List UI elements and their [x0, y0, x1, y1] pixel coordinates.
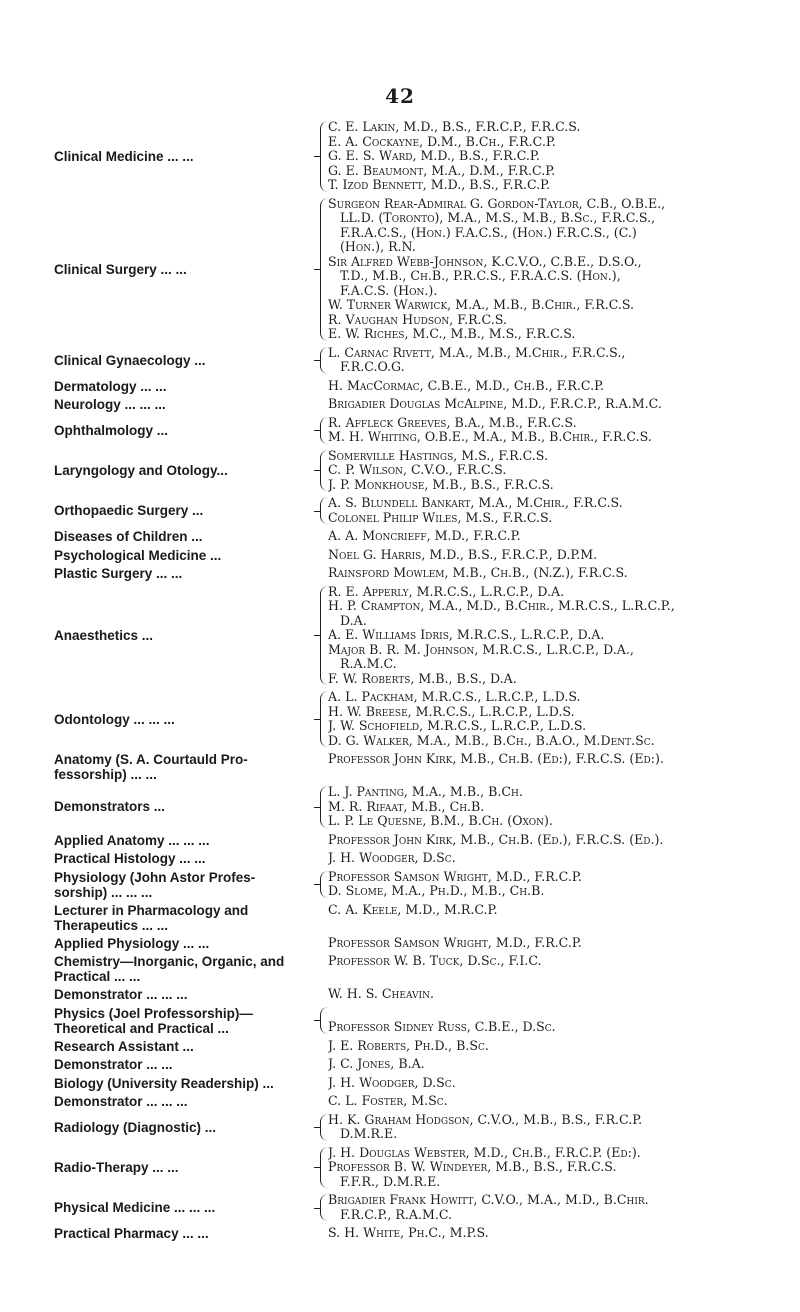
department-title-line: Demonstrator ... ... — [54, 1057, 173, 1072]
staff-name-line: L. J. Panting, M.A., M.B., B.Ch. — [328, 785, 523, 799]
staff-entry — [0, 954, 800, 983]
department-title — [54, 954, 322, 984]
staff-name-line: J. P. Monkhouse, M.B., B.S., F.R.C.S. — [328, 476, 554, 492]
department-title — [54, 149, 322, 164]
staff-names — [328, 1006, 794, 1035]
staff-name-line: Rainsford Mowlem, M.B., Ch.B., (N.Z.), F.R.C.S. — [328, 566, 628, 580]
staff-name-line: Professor B. W. Windeyer, M.B., B.S., F.R.C.S. — [328, 1159, 617, 1174]
department-title — [54, 423, 322, 438]
department-title-line: Applied Physiology ... ... — [54, 935, 210, 951]
department-title-line: Theoretical and Practical ... — [54, 1020, 229, 1036]
staff-name-line: D. Slome, M.A., Ph.D., M.B., Ch.B. — [328, 883, 545, 898]
staff-name-line: F.F.R., D.M.R.E. — [340, 1173, 441, 1189]
department-title-line: Ophthalmology ... — [54, 422, 168, 438]
staff-entry — [0, 752, 800, 781]
department-title-line: sorship) ... ... ... — [54, 884, 153, 900]
staff-entry — [0, 416, 800, 445]
staff-names — [328, 833, 794, 848]
department-title — [54, 379, 322, 394]
staff-entry — [0, 1039, 800, 1054]
staff-name-line: H. K. Graham Hodgson, C.V.O., M.B., B.S., F.R.C.P. — [328, 1112, 643, 1127]
department-title — [54, 529, 322, 544]
staff-name-line: R. Affleck Greeves, B.A., M.B., F.R.C.S. — [328, 415, 577, 430]
department-title — [54, 353, 322, 368]
staff-names — [328, 566, 794, 581]
staff-names — [328, 416, 794, 445]
department-title — [54, 463, 322, 478]
staff-entry — [0, 1146, 800, 1190]
department-title-line: Anatomy (S. A. Courtauld Pro- — [54, 752, 248, 767]
department-title — [54, 397, 322, 412]
department-title-line: Neurology ... ... ... — [54, 397, 166, 412]
staff-entry — [0, 851, 800, 866]
staff-names — [328, 690, 794, 748]
department-title-line: Demonstrator ... ... ... — [54, 987, 188, 1002]
staff-entry — [0, 496, 800, 525]
staff-entry — [0, 1193, 800, 1222]
department-title — [54, 1160, 322, 1175]
department-title — [54, 1094, 322, 1109]
department-title-line: Orthopaedic Surgery ... — [54, 503, 204, 518]
staff-entry — [0, 690, 800, 748]
staff-names — [328, 1076, 794, 1091]
staff-entry — [0, 1076, 800, 1091]
staff-names — [328, 585, 794, 687]
department-title — [54, 628, 322, 643]
department-title — [54, 1039, 322, 1054]
department-title — [54, 833, 322, 848]
staff-names — [328, 449, 794, 493]
staff-name-line: Brigadier Frank Howitt, C.V.O., M.A., M.D., B.Chir. — [328, 1193, 649, 1207]
staff-name-line: L. Carnac Rivett, M.A., M.B., M.Chir., F.R.C.S., — [328, 345, 626, 360]
staff-name-line: F.R.C.O.G. — [340, 359, 405, 374]
staff-name-line: E. A. Cockayne, D.M., B.Ch., F.R.C.P. — [328, 133, 556, 149]
staff-name-line: A. S. Blundell Bankart, M.A., M.Chir., F.R.C.S. — [328, 496, 623, 510]
department-title-line: Research Assistant ... — [54, 1038, 194, 1054]
staff-names — [328, 1226, 794, 1241]
department-title-line: fessorship) ... ... — [54, 767, 157, 782]
staff-entry — [0, 548, 800, 563]
staff-name-line: F.R.A.C.S., (Hon.) F.A.C.S., (Hon.) F.R.C.S., (C.) — [340, 224, 637, 240]
staff-name-line: F. W. Roberts, M.B., B.S., D.A. — [328, 670, 517, 686]
staff-names — [328, 785, 794, 829]
department-title — [54, 1076, 322, 1091]
staff-entry — [0, 1006, 800, 1035]
department-title-line: Physical Medicine ... ... ... — [54, 1200, 216, 1215]
staff-name-line: Professor Sidney Russ, C.B.E., D.Sc. — [328, 1019, 556, 1034]
staff-names — [328, 936, 794, 951]
staff-name-line: H. MacCormac, C.B.E., M.D., Ch.B., F.R.C.P. — [328, 378, 605, 393]
department-title-line: Practical ... ... — [54, 969, 141, 984]
staff-name-line: Professor John Kirk, M.B., Ch.B. (Ed:), F.R.C.S. (Ed:). — [328, 752, 664, 766]
staff-entry — [0, 1094, 800, 1109]
staff-name-line: J. E. Roberts, Ph.D., B.Sc. — [328, 1038, 489, 1053]
department-title-line: Radiology (Diagnostic) ... — [54, 1119, 217, 1135]
staff-names — [328, 870, 794, 899]
staff-entry — [0, 585, 800, 687]
department-title — [54, 799, 322, 814]
staff-entry — [0, 785, 800, 829]
staff-name-line: A. E. Williams Idris, M.R.C.S., L.R.C.P., D.A. — [328, 627, 605, 642]
staff-name-line: S. H. White, Ph.C., M.P.S. — [328, 1226, 489, 1240]
staff-name-line: J. C. Jones, B.A. — [328, 1057, 425, 1071]
staff-entry — [0, 529, 800, 544]
staff-names — [328, 496, 794, 525]
staff-name-line: Professor Samson Wright, M.D., F.R.C.P. — [328, 869, 582, 884]
department-title-line: Dermatology ... ... — [54, 378, 167, 394]
staff-names — [328, 197, 794, 342]
staff-names — [328, 529, 794, 544]
staff-names — [328, 1094, 794, 1109]
staff-names — [328, 1039, 794, 1054]
staff-name-line: J. H. Woodger, D.Sc. — [328, 851, 456, 865]
department-title — [54, 851, 322, 866]
staff-names — [328, 1193, 794, 1222]
staff-entry — [0, 397, 800, 412]
staff-name-line: Somerville Hastings, M.S., F.R.C.S. — [328, 448, 548, 463]
staff-name-line: R.A.M.C. — [340, 656, 397, 671]
staff-name-line: H. P. Crampton, M.A., M.D., B.Chir., M.R.C.S., L.R.C.P., — [328, 598, 675, 613]
staff-name-line: G. E. S. Ward, M.D., B.S., F.R.C.P. — [328, 148, 540, 163]
staff-name-line: H. W. Breese, M.R.C.S., L.R.C.P., L.D.S. — [328, 703, 575, 719]
staff-name-line: J. W. Schofield, M.R.C.S., L.R.C.P., L.D.S. — [328, 718, 587, 733]
staff-name-line: A. A. Moncrieff, M.D., F.R.C.P. — [328, 529, 521, 543]
staff-entry — [0, 120, 800, 193]
department-title-line: Lecturer in Pharmacology and — [54, 902, 249, 918]
department-title-line: Odontology ... ... ... — [54, 711, 175, 727]
staff-name-line: Professor John Kirk, M.B., Ch.B. (Ed.), F.R.C.S. (Ed.). — [328, 832, 664, 847]
department-title-line: Laryngology and Otology... — [54, 462, 228, 478]
staff-names — [328, 120, 794, 193]
department-title — [54, 936, 322, 951]
staff-name-line: Noel G. Harris, M.D., B.S., F.R.C.P., D.P.M. — [328, 547, 598, 562]
department-title-line: Applied Anatomy ... ... ... — [54, 832, 210, 848]
department-title-line: Demonstrators ... — [54, 799, 166, 815]
staff-names — [328, 548, 794, 563]
department-title — [54, 1057, 322, 1072]
staff-name-line: J. H. Woodger, D.Sc. — [328, 1075, 456, 1090]
staff-name-line: Professor Samson Wright, M.D., F.R.C.P. — [328, 935, 582, 950]
staff-name-line: Professor W. B. Tuck, D.Sc., F.I.C. — [328, 954, 542, 968]
staff-entry — [0, 449, 800, 493]
staff-names — [328, 851, 794, 866]
staff-name-line: Surgeon Rear-Admiral G. Gordon-Taylor, C.B., O.B.E., — [328, 196, 666, 211]
staff-name-line: D. G. Walker, M.A., M.B., B.Ch., B.A.O., M.Dent.Sc. — [328, 732, 655, 748]
department-title-line: Psychological Medicine ... — [54, 547, 222, 563]
department-title — [54, 712, 322, 727]
staff-names — [328, 397, 794, 412]
staff-name-line: Sir Alfred Webb-Johnson, K.C.V.O., C.B.E., D.S.O., — [328, 253, 642, 269]
page-number: 42 — [385, 84, 415, 108]
staff-names — [328, 752, 794, 767]
staff-names — [328, 379, 794, 394]
staff-entry — [0, 346, 800, 375]
staff-name-line: F.R.C.P., R.A.M.C. — [340, 1206, 453, 1222]
department-title-line: Practical Histology ... ... — [54, 851, 206, 866]
department-title-line: Demonstrator ... ... ... — [54, 1094, 188, 1109]
staff-entry — [0, 870, 800, 899]
staff-name-line: F.A.C.S. (Hon.). — [340, 282, 438, 298]
department-title — [54, 1120, 322, 1135]
staff-entry — [0, 936, 800, 951]
staff-name-line: C. L. Foster, M.Sc. — [328, 1094, 448, 1108]
staff-name-line: LL.D. (Toronto), M.A., M.S., M.B., B.Sc., F.R.C.S., — [340, 210, 656, 225]
staff-name-line: R. Vaughan Hudson, F.R.C.S. — [328, 311, 507, 327]
department-title-line: Biology (University Readership) ... — [54, 1075, 274, 1091]
department-title — [54, 752, 322, 782]
department-title — [54, 548, 322, 563]
staff-entry — [0, 833, 800, 848]
staff-names — [328, 1146, 794, 1190]
staff-name-line: C. P. Wilson, C.V.O., F.R.C.S. — [328, 462, 507, 477]
department-title — [54, 987, 322, 1002]
staff-names — [328, 987, 794, 1002]
staff-name-line: Brigadier Douglas McAlpine, M.D., F.R.C.P., R.A.M.C. — [328, 397, 662, 411]
staff-name-line — [328, 1006, 794, 1021]
department-title — [54, 1200, 322, 1215]
staff-entry — [0, 379, 800, 394]
staff-name-line: J. H. Douglas Webster, M.D., Ch.B., F.R.C.P. (Ed:). — [328, 1145, 641, 1160]
staff-name-line: M. H. Whiting, O.B.E., M.A., M.B., B.Chir., F.R.C.S. — [328, 429, 652, 444]
staff-name-line: C. E. Lakin, M.D., B.S., F.R.C.P., F.R.C.S. — [328, 120, 581, 134]
staff-name-line: R. E. Apperly, M.R.C.S., L.R.C.P., D.A. — [328, 584, 565, 599]
department-title — [54, 566, 322, 581]
staff-names — [328, 903, 794, 918]
staff-name-line: T.D., M.B., Ch.B., P.R.C.S., F.R.A.C.S. (Hon.), — [340, 268, 621, 283]
department-title-line: Clinical Surgery ... ... — [54, 261, 187, 277]
staff-name-line: A. L. Packham, M.R.C.S., L.R.C.P., L.D.S. — [328, 690, 581, 704]
department-title-line: Clinical Medicine ... ... — [54, 148, 194, 164]
department-title-line: Physiology (John Astor Profes- — [54, 869, 256, 885]
department-title-line: Clinical Gynaecology ... — [54, 352, 206, 368]
department-title-line: Practical Pharmacy ... ... — [54, 1226, 209, 1241]
department-title-line: Diseases of Children ... — [54, 529, 203, 544]
staff-name-line: Colonel Philip Wiles, M.S., F.R.C.S. — [328, 509, 553, 525]
staff-name-line: L. P. Le Quesne, B.M., B.Ch. (Oxon). — [328, 813, 553, 828]
department-title-line: Anaesthetics ... — [54, 627, 154, 643]
department-title — [54, 870, 322, 900]
staff-name-line: W. Turner Warwick, M.A., M.B., B.Chir., F.R.C.S. — [328, 297, 635, 312]
staff-name-line: M. R. Rifaat, M.B., Ch.B. — [328, 798, 485, 814]
staff-entry — [0, 197, 800, 342]
department-title — [54, 903, 322, 933]
staff-entry — [0, 987, 800, 1002]
staff-name-line: G. E. Beaumont, M.A., D.M., F.R.C.P. — [328, 162, 556, 178]
staff-names — [328, 1113, 794, 1142]
department-title-line: Radio-Therapy ... ... — [54, 1159, 179, 1175]
staff-name-line: E. W. Riches, M.C., M.B., M.S., F.R.C.S. — [328, 326, 576, 341]
staff-name-line: T. Izod Bennett, M.D., B.S., F.R.C.P. — [328, 177, 551, 192]
staff-name-line: D.A. — [340, 612, 367, 628]
department-title-line: Therapeutics ... ... — [54, 917, 169, 933]
staff-names — [328, 346, 794, 375]
staff-entry — [0, 1113, 800, 1142]
staff-entry — [0, 1226, 800, 1241]
staff-entry — [0, 1057, 800, 1072]
department-title — [54, 1006, 322, 1036]
staff-names — [328, 1057, 794, 1072]
staff-name-line: C. A. Keele, M.D., M.R.C.P. — [328, 902, 498, 917]
staff-name-line: Major B. R. M. Johnson, M.R.C.S., L.R.C.P., D.A., — [328, 641, 634, 657]
department-title-line: Plastic Surgery ... ... — [54, 566, 183, 581]
department-title-line: Physics (Joel Professorship)— — [54, 1005, 253, 1021]
staff-name-line: D.M.R.E. — [340, 1126, 398, 1141]
staff-entry — [0, 566, 800, 581]
department-title-line: Chemistry—Inorganic, Organic, and — [54, 954, 285, 969]
staff-names — [328, 954, 794, 969]
staff-entry — [0, 903, 800, 932]
department-title — [54, 503, 322, 518]
department-title — [54, 1226, 322, 1241]
staff-name-line: W. H. S. Cheavin. — [328, 987, 434, 1001]
staff-name-line: (Hon.), R.N. — [340, 239, 416, 254]
department-title — [54, 262, 322, 277]
